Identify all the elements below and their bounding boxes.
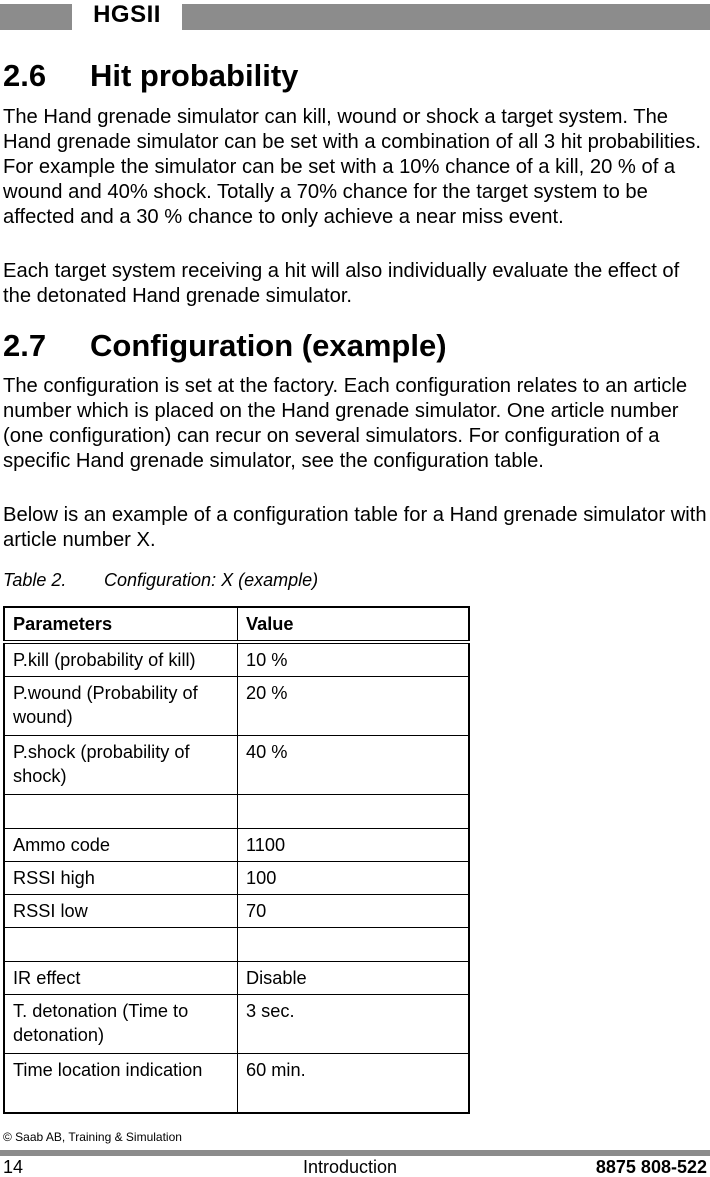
- table-cell-value: [238, 928, 470, 962]
- table-caption-number: Table 2.: [3, 570, 67, 590]
- table-cell-value: 20 %: [238, 677, 470, 736]
- table-header-value: Value: [238, 607, 470, 642]
- table-cell-parameter: Time location indication: [4, 1054, 238, 1114]
- table-row: [4, 895, 469, 928]
- table-caption-title: Configuration: X (example): [104, 570, 319, 590]
- table-row: [4, 995, 469, 1054]
- table-row: [4, 677, 469, 736]
- paragraph-hit-probability-1: The Hand grenade simulator can kill, wound or shock a target system. The Hand grenade simulator can be set with a combination of all 3 hit probabilities. For example the simulator can be set with a 10% chance of a kill, 20 % of a wound and 40% shock. Totally a 70% chance for the target system to be affected and a 30 % chance to only achieve a near miss event.: [3, 106, 701, 228]
- table-cell-parameter: P.wound (Probability of wound): [4, 677, 238, 736]
- table-cell-parameter: P.kill (probability of kill): [4, 642, 238, 677]
- table-cell-parameter: Ammo code: [4, 829, 238, 862]
- table-cell-value: 100: [238, 862, 470, 895]
- table-cell-value: 10 %: [238, 642, 470, 677]
- table-row-empty: [4, 795, 469, 829]
- section-heading-2-6: [3, 58, 298, 94]
- table-header-row: [4, 607, 469, 642]
- section-heading-2-7: [3, 328, 447, 364]
- table-cell-value: 40 %: [238, 736, 470, 795]
- table-header-parameters: Parameters: [4, 607, 238, 642]
- footer-section-name: Introduction: [303, 1157, 398, 1177]
- paragraph-configuration-1: The configuration is set at the factory. Each configuration relates to an article number which is placed on the Hand grenade simulator. One article number (one configuration) can recur on several simulators. For configuration of a specific Hand grenade simulator, see the configuration table.: [3, 375, 688, 472]
- paragraph-hit-probability-2: Each target system receiving a hit will also individually evaluate the effect of the detonated Hand grenade simulator.: [3, 260, 680, 307]
- table-cell-value: 3 sec.: [238, 995, 470, 1054]
- table-cell-parameter: P.shock (probability of shock): [4, 736, 238, 795]
- product-name: HGSII: [72, 0, 182, 30]
- table-cell-parameter: IR effect: [4, 962, 238, 995]
- table-row-empty: [4, 928, 469, 962]
- copyright-notice: © Saab AB, Training & Simulation: [3, 1130, 182, 1144]
- table-row: [4, 1054, 469, 1114]
- document-number: 8875 808-522: [595, 1157, 707, 1177]
- table-cell-parameter: RSSI low: [4, 895, 238, 928]
- section-title: Configuration (example): [90, 328, 447, 363]
- table-cell-value: [238, 795, 470, 829]
- table-caption: [3, 569, 318, 591]
- table-row: [4, 736, 469, 795]
- page-number: 14: [3, 1157, 24, 1177]
- section-number: 2.6: [3, 58, 47, 93]
- table-cell-parameter: [4, 795, 238, 829]
- table-row: [4, 962, 469, 995]
- configuration-table: [3, 606, 470, 1114]
- table-row: [4, 642, 469, 677]
- table-cell-parameter: [4, 928, 238, 962]
- section-number: 2.7: [3, 328, 47, 363]
- table-cell-value: 1100: [238, 829, 470, 862]
- table-cell-parameter: T. detonation (Time to detonation): [4, 995, 238, 1054]
- footer-rule: [0, 1150, 710, 1156]
- table-cell-value: 70: [238, 895, 470, 928]
- table-row: [4, 829, 469, 862]
- table-cell-value: Disable: [238, 962, 470, 995]
- paragraph-configuration-2: Below is an example of a configuration table for a Hand grenade simulator with article number X.: [3, 504, 707, 551]
- table-cell-value: 60 min.: [238, 1054, 470, 1114]
- section-title: Hit probability: [90, 58, 299, 93]
- table-cell-parameter: RSSI high: [4, 862, 238, 895]
- table-row: [4, 862, 469, 895]
